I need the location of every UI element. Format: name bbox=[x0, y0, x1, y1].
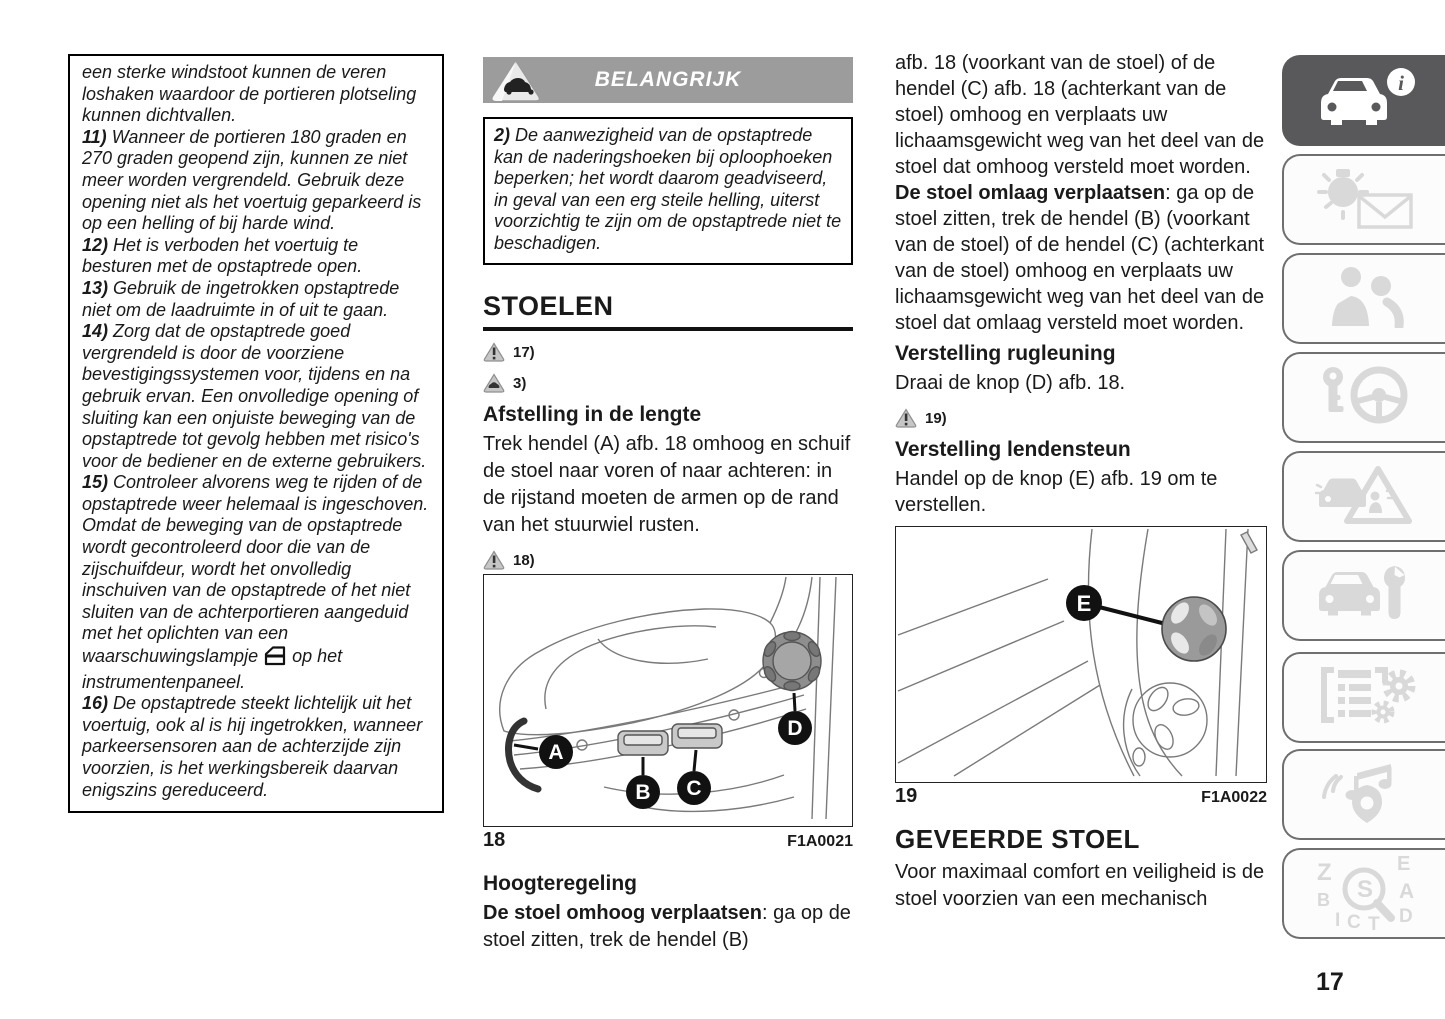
warning-ref-19: 19) bbox=[895, 408, 1267, 428]
section-title-stoelen: STOELEN bbox=[483, 291, 853, 331]
svg-text:E: E bbox=[1396, 853, 1410, 875]
svg-text:Z: Z bbox=[1316, 859, 1332, 886]
body-paragraph: Trek hendel (A) afb. 18 omhoog en schuif de stoel naar voren of naar achteren: in de rijstand moeten de armen op de rand van het stuurwiel rusten. bbox=[483, 433, 851, 536]
manual-paragraph: 14) Zorg dat de opstaptrede goed vergrendeld is door de voorziene bevestigingssystemen voor, tijdens en na gebruik ervan. Een onvolledige opening of sluiting kan een onjuiste beweging van de opstaptrede tot gevolg hebben met risico's voor de bediener en de externe gebruikers. bbox=[82, 321, 427, 471]
label-c: C bbox=[686, 777, 702, 800]
figure-number: 19 bbox=[895, 785, 918, 807]
alphabet-search-icon bbox=[1313, 852, 1417, 935]
warning-text-box bbox=[68, 54, 444, 813]
body-paragraph: afb. 18 (voorkant van de stoel) of de hendel (C) afb. 18 (achterkant van de stoel) omhoog en verplaats uw lichaamsgewicht weg van het deel van de stoel dat omhoog versteld moet worden. bbox=[895, 52, 1265, 178]
car-wrench-icon bbox=[1315, 562, 1415, 629]
body-paragraph: Draai de knop (D) afb. 18. bbox=[895, 372, 1126, 394]
subheading-backrest: Verstelling rugleuning bbox=[895, 342, 1116, 365]
warning-triangle-icon bbox=[895, 408, 917, 428]
warning-triangle-icon bbox=[483, 342, 505, 362]
body-paragraph: De stoel omhoog verplaatsen: ga op de stoel zitten, trek de hendel (B) bbox=[483, 902, 851, 951]
recommendation-ref-3: 3) bbox=[483, 373, 853, 393]
page-number: 17 bbox=[1316, 968, 1344, 996]
figure-number: 18 bbox=[483, 829, 506, 851]
svg-text:D: D bbox=[1398, 906, 1413, 927]
sidebar-tab-vehicle-info[interactable] bbox=[1282, 55, 1445, 146]
warning-triangle-icon bbox=[483, 550, 505, 570]
sidebar-tab-starting-driving[interactable] bbox=[1282, 352, 1445, 443]
label-a: A bbox=[548, 741, 564, 764]
body-paragraph: Handel op de knop (E) afb. 19 om te verstellen. bbox=[895, 468, 1218, 516]
warning-ref-17: 17) bbox=[483, 342, 853, 362]
important-title: BELANGRIJK bbox=[594, 68, 742, 91]
svg-text:i: i bbox=[1397, 71, 1404, 95]
figure-18-seat-controls bbox=[483, 574, 853, 827]
svg-text:S: S bbox=[1356, 876, 1373, 903]
car-triangle-icon bbox=[490, 59, 542, 108]
svg-text:A: A bbox=[1398, 880, 1414, 903]
body-paragraph: De stoel omlaag verplaatsen: ga op de stoel zitten, trek de hendel (B) (voorkant van de stoel) of de hendel (C) (achterkant van de stoel) omhoog en verplaats uw lichaamsgewicht weg van het deel van de stoel dat omlaag versteld moet worden. bbox=[895, 182, 1265, 334]
label-e: E bbox=[1076, 591, 1092, 616]
sidebar-tab-maintenance[interactable] bbox=[1282, 550, 1445, 641]
sidebar-tab-safety[interactable] bbox=[1282, 253, 1445, 344]
sidebar-tab-technical-data[interactable] bbox=[1282, 652, 1445, 743]
important-note-box: 2) De aanwezigheid van de opstaptrede kan de naderingshoeken bij oploophoeken beperken; het wordt daarom geadviseerd, in geval van een erg steile helling, uiterst voorzichtig te zijn om de opstaptrede niet te beschadigen. bbox=[483, 117, 853, 265]
label-b: B bbox=[635, 781, 651, 804]
figure-code: F1A0022 bbox=[1201, 789, 1267, 806]
svg-text:I: I bbox=[1334, 910, 1340, 930]
manual-paragraph: 16) De opstaptrede steekt lichtelijk uit het voertuig, ook al is hij ingetrokken, wanneer parkeersensoren aan de achterzijde zijn voorzien, is het werkingsbereik daarvan enigszins gereduceerd. bbox=[82, 693, 423, 800]
spec-list-gears-icon bbox=[1313, 664, 1417, 731]
key-steering-wheel-icon bbox=[1315, 364, 1415, 431]
middle-column bbox=[483, 54, 853, 954]
manual-paragraph: 15) Controleer alvorens weg te rijden of de opstaptrede weer helemaal is ingeschoven. Omdat de beweging van de opstaptrede wordt gecontroleerd door die van de zijschuifdeur, wordt het onvolledig inschuiven van de opstaptrede of het niet sluiten van de achterportieren aangeduid met het oplichten van een waarschuwingslampje op het instrumentenpaneel. bbox=[82, 472, 429, 692]
subheading-height-adjust: Hoogteregeling bbox=[483, 872, 638, 895]
seatbelt-airbag-icon bbox=[1317, 264, 1413, 333]
sidebar-tab-index[interactable] bbox=[1282, 848, 1445, 939]
warning-triangle-car-icon bbox=[1315, 463, 1415, 530]
svg-text:C: C bbox=[1346, 912, 1361, 930]
bulb-envelope-icon bbox=[1313, 165, 1417, 234]
manual-paragraph: 12) Het is verboden het voertuig te besturen met de opstaptrede open. bbox=[82, 234, 363, 277]
sidebar-tab-multimedia[interactable] bbox=[1282, 749, 1445, 840]
car-info-icon bbox=[1313, 67, 1417, 134]
subheading-length-adjust: Afstelling in de lengte bbox=[483, 403, 702, 426]
lumbar-knob-e bbox=[1162, 597, 1226, 661]
audio-nav-icon bbox=[1317, 759, 1413, 830]
subheading-lumbar: Verstelling lendensteun bbox=[895, 438, 1131, 461]
backrest-knob-d bbox=[762, 632, 822, 691]
door-warning-lamp-icon bbox=[263, 645, 287, 672]
figure-code: F1A0021 bbox=[787, 833, 853, 850]
figure-18-caption bbox=[483, 829, 853, 852]
figure-19-caption bbox=[895, 785, 1267, 808]
svg-text:T: T bbox=[1367, 914, 1380, 930]
label-d: D bbox=[787, 717, 803, 740]
body-paragraph: Voor maximaal comfort en veiligheid is de stoel voorzien van een mechanisch bbox=[895, 861, 1265, 910]
manual-paragraph: 11) Wanneer de portieren 180 graden en 270 graden geopend zijn, kunnen ze niet meer worden vergrendeld. Gebruik deze opening niet als het voertuig geparkeerd is op een helling of bij harde wind. bbox=[82, 126, 422, 234]
figure-19-lumbar-knob bbox=[895, 526, 1267, 783]
handle-a bbox=[509, 721, 538, 789]
section-title-geveerde-stoel: GEVEERDE STOEL bbox=[895, 824, 1140, 854]
manual-paragraph: 13) Gebruik de ingetrokken opstaptrede niet om de laadruimte in of uit te gaan. bbox=[82, 277, 400, 320]
important-header bbox=[483, 57, 853, 103]
sidebar-tab-warning-lights[interactable] bbox=[1282, 154, 1445, 245]
right-column bbox=[895, 50, 1267, 913]
svg-text:B: B bbox=[1316, 890, 1330, 910]
manual-paragraph: een sterke windstoot kunnen de veren loshaken waardoor de portieren plotseling kunnen dichtvallen. bbox=[82, 62, 417, 126]
car-triangle-small-icon bbox=[483, 373, 505, 393]
sidebar-tab-emergency[interactable] bbox=[1282, 451, 1445, 542]
warning-ref-18: 18) bbox=[483, 550, 853, 570]
